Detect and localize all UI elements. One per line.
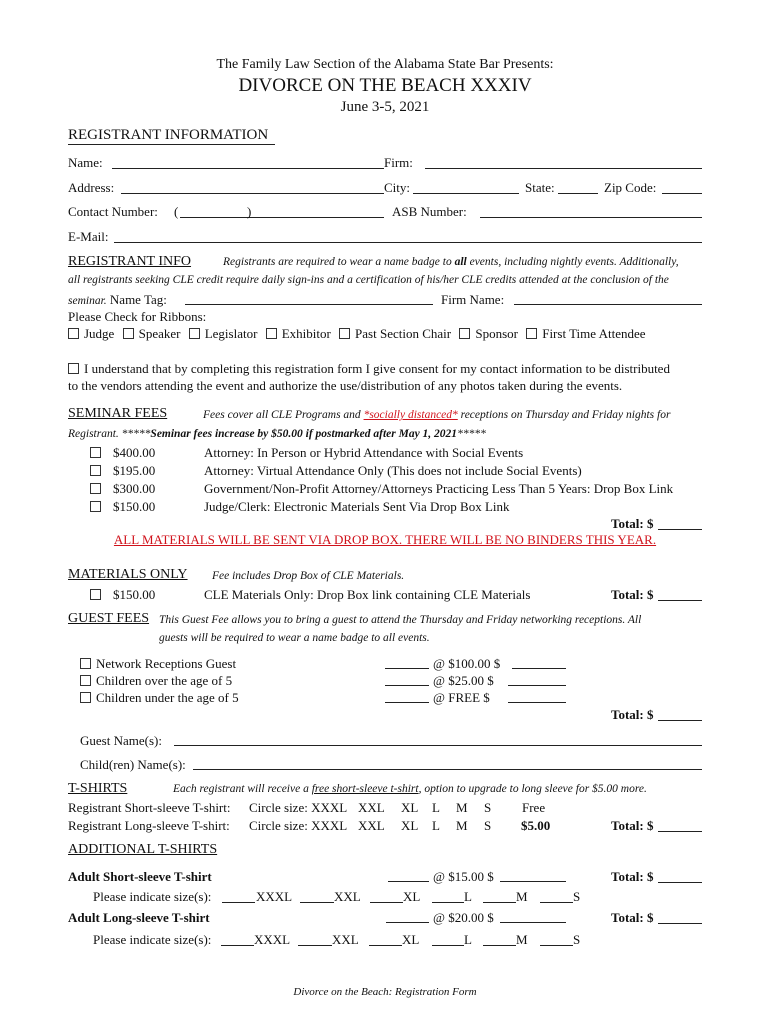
size-field[interactable] <box>221 945 254 946</box>
checkbox[interactable] <box>339 328 350 339</box>
size-label: L <box>464 889 472 904</box>
name-label: Name: <box>68 155 103 170</box>
email-label: E-Mail: <box>68 229 109 244</box>
badge-note-line1: Registrants are required to wear a name badge to all events, including nightly events. Additionally, <box>223 256 679 268</box>
short-indicate-label: Please indicate size(s): <box>93 889 212 904</box>
size-field[interactable] <box>483 902 516 903</box>
guest-rate: @ $100.00 $ <box>433 656 501 671</box>
adult-short-total-field[interactable] <box>658 882 702 883</box>
size-field[interactable] <box>300 902 334 903</box>
guest-item[interactable]: Children over the age of 5 <box>80 673 232 689</box>
seminar-note-line1: Fees cover all CLE Programs and *socially distanced* receptions on Thursday and Friday nights for <box>203 409 671 421</box>
tshirt-row-label: Registrant Long-sleeve T-shirt: <box>68 818 230 833</box>
heading-underline <box>68 144 275 145</box>
size-label: XXL <box>332 932 359 947</box>
checkbox[interactable] <box>90 465 101 476</box>
contact-paren-close: ) <box>247 204 252 219</box>
checkbox[interactable] <box>90 589 101 600</box>
guest-item[interactable]: Network Receptions Guest <box>80 656 236 672</box>
ribbon-option[interactable]: Exhibitor <box>266 326 331 341</box>
fee-option[interactable] <box>90 499 106 515</box>
size-label: S <box>573 889 581 904</box>
materials-price: $150.00 <box>113 587 156 602</box>
child-names-field[interactable] <box>193 769 702 770</box>
tshirt-size[interactable]: L <box>432 800 440 815</box>
ribbon-checkboxes <box>68 326 646 342</box>
guest-amount-field[interactable] <box>508 702 566 703</box>
size-field[interactable] <box>222 902 255 903</box>
presenter-line: The Family Law Section of the Alabama State Bar Presents: <box>216 57 554 72</box>
guest-total-field[interactable] <box>658 720 702 721</box>
guest-qty-field[interactable] <box>385 702 429 703</box>
guest-fees-heading: GUEST FEES <box>68 611 150 626</box>
size-label: XXL <box>334 889 361 904</box>
tshirts-heading: T-SHIRTS <box>68 781 128 796</box>
size-label: L <box>464 932 472 947</box>
tshirt-size[interactable]: L <box>432 818 440 833</box>
consent-line2: to the vendors attending the event and authorize the use/distribution of any photos taken during the events. <box>68 378 623 393</box>
checkbox[interactable] <box>80 692 91 703</box>
badge-note-line2: all registrants seeking CLE credit require daily sign-ins and a certification of his/her CLE credits attended at the conclusion of the <box>68 274 669 286</box>
adult-long-qty-field[interactable] <box>386 922 429 923</box>
adult-long-total-field[interactable] <box>658 923 702 924</box>
additional-tshirts-heading: ADDITIONAL T-SHIRTS <box>68 842 218 857</box>
email-field[interactable] <box>114 242 702 243</box>
city-field[interactable] <box>413 193 519 194</box>
checkbox[interactable] <box>266 328 277 339</box>
guest-names-field[interactable] <box>174 745 702 746</box>
materials-only-heading: MATERIALS ONLY <box>68 567 188 582</box>
tshirts-total-label: Total: $ <box>611 818 654 833</box>
materials-option[interactable] <box>90 587 106 603</box>
consent-checkbox[interactable] <box>68 363 79 374</box>
size-field[interactable] <box>540 902 573 903</box>
checkbox[interactable] <box>68 328 79 339</box>
size-label: M <box>516 889 528 904</box>
guest-rate: @ $25.00 $ <box>433 673 494 688</box>
firm-name-field[interactable] <box>514 304 702 305</box>
size-label: XXXL <box>254 932 291 947</box>
guest-amount-field[interactable] <box>512 668 566 669</box>
long-indicate-label: Please indicate size(s): <box>93 932 212 947</box>
seminar-fees-heading: SEMINAR FEES <box>68 406 168 421</box>
fee-price: $400.00 <box>113 445 156 460</box>
tshirt-size[interactable]: XL <box>401 818 419 833</box>
checkbox[interactable] <box>189 328 200 339</box>
name-tag-field[interactable] <box>185 304 433 305</box>
tshirt-size[interactable]: M <box>456 800 468 815</box>
tshirt-size[interactable]: M <box>456 818 468 833</box>
ribbon-option[interactable]: Legislator <box>189 326 258 341</box>
tshirt-circle-size: Circle size: XXXL <box>249 800 348 815</box>
adult-short-qty-field[interactable] <box>388 881 429 882</box>
guest-qty-field[interactable] <box>385 685 429 686</box>
ribbons-label: Please Check for Ribbons: <box>68 309 207 324</box>
tshirt-size[interactable]: XL <box>401 800 419 815</box>
firm-label: Firm: <box>384 155 413 170</box>
ribbon-option[interactable]: Past Section Chair <box>339 326 451 341</box>
registrant-info-heading: REGISTRANT INFO <box>68 254 192 269</box>
tshirts-note: Each registrant will receive a free short-sleeve t-shirt, option to upgrade to long sleeve for $5.00 more. <box>173 783 647 795</box>
fee-option[interactable] <box>90 481 106 497</box>
guest-names-label: Guest Name(s): <box>80 733 162 748</box>
tshirt-price: Free <box>522 800 546 815</box>
fee-price: $300.00 <box>113 481 156 496</box>
contact-paren-open: ( <box>174 204 179 219</box>
consent-line1: I understand that by completing this registration form I give consent for my contact information to be distributed <box>68 361 670 377</box>
size-field[interactable] <box>483 945 516 946</box>
child-names-label: Child(ren) Name(s): <box>80 757 186 772</box>
size-field[interactable] <box>432 945 464 946</box>
guest-qty-field[interactable] <box>385 668 429 669</box>
adult-long-label: Adult Long-sleeve T-shirt <box>68 910 210 925</box>
fee-desc: Government/Non-Profit Attorney/Attorneys Practicing Less Than 5 Years: Drop Box Link <box>204 481 674 496</box>
size-field[interactable] <box>298 945 332 946</box>
size-field[interactable] <box>432 902 464 903</box>
asb-number-field[interactable] <box>480 217 702 218</box>
fee-price: $195.00 <box>113 463 156 478</box>
checkbox[interactable] <box>80 675 91 686</box>
checkbox[interactable] <box>526 328 537 339</box>
zip-field[interactable] <box>662 193 702 194</box>
adult-short-total-label: Total: $ <box>611 869 654 884</box>
guest-note-line2: guests will be required to wear a name badge to all events. <box>159 632 430 644</box>
ribbon-option[interactable]: Sponsor <box>459 326 518 341</box>
tshirt-size[interactable]: XXL <box>358 818 385 833</box>
adult-long-total-label: Total: $ <box>611 910 654 925</box>
state-label: State: <box>525 180 555 195</box>
contact-number-label: Contact Number: <box>68 204 158 219</box>
adult-long-rate: @ $20.00 $ <box>433 910 494 925</box>
adult-short-rate: @ $15.00 $ <box>433 869 494 884</box>
firm-field[interactable] <box>425 168 702 169</box>
materials-total-label: Total: $ <box>611 587 654 602</box>
asb-number-label: ASB Number: <box>392 204 467 219</box>
guest-amount-field[interactable] <box>508 685 566 686</box>
fee-desc: Attorney: Virtual Attendance Only (This does not include Social Events) <box>204 463 582 478</box>
checkbox[interactable] <box>123 328 134 339</box>
materials-desc: CLE Materials Only: Drop Box link containing CLE Materials <box>204 587 531 602</box>
adult-short-label: Adult Short-sleeve T-shirt <box>68 869 212 884</box>
checkbox[interactable] <box>90 501 101 512</box>
tshirt-size[interactable]: XXL <box>358 800 385 815</box>
ribbon-option[interactable]: Speaker <box>123 326 181 341</box>
seminar-note-line2: Registrant. *****Seminar fees increase by $50.00 if postmarked after May 1, 2021***** <box>68 428 486 440</box>
event-title: DIVORCE ON THE BEACH XXXIV <box>238 75 532 96</box>
drop-box-warning: ALL MATERIALS WILL BE SENT VIA DROP BOX. THERE WILL BE NO BINDERS THIS YEAR. <box>113 532 657 547</box>
fee-price: $150.00 <box>113 499 156 514</box>
name-field[interactable] <box>112 168 384 169</box>
size-label: M <box>516 932 528 947</box>
fee-option[interactable] <box>90 445 106 461</box>
size-field[interactable] <box>540 945 573 946</box>
guest-note-line1: This Guest Fee allows you to bring a guest to attend the Thursday and Friday networking receptions. All <box>159 614 642 626</box>
size-label: XL <box>402 932 420 947</box>
tshirt-price: $5.00 <box>521 818 551 833</box>
fee-option[interactable] <box>90 463 106 479</box>
firm-name-label: Firm Name: <box>441 292 505 307</box>
ribbon-option[interactable]: Judge <box>68 326 114 341</box>
materials-total-field[interactable] <box>658 600 702 601</box>
size-label: XL <box>403 889 421 904</box>
guest-item[interactable]: Children under the age of 5 <box>80 690 239 706</box>
checkbox[interactable] <box>90 447 101 458</box>
checkbox[interactable] <box>90 483 101 494</box>
address-field[interactable] <box>121 193 384 194</box>
seminar-total-label: Total: $ <box>611 516 654 531</box>
size-field[interactable] <box>370 902 403 903</box>
materials-note: Fee includes Drop Box of CLE Materials. <box>212 570 405 582</box>
seminar-total-field[interactable] <box>658 529 702 530</box>
adult-short-amount-field[interactable] <box>500 881 566 882</box>
badge-note-line3: seminar. Name Tag: <box>68 292 167 307</box>
event-dates: June 3-5, 2021 <box>340 99 430 115</box>
page-footer: Divorce on the Beach: Registration Form <box>293 986 477 998</box>
address-label: Address: <box>68 180 115 195</box>
guest-rate: @ FREE $ <box>433 690 490 705</box>
size-label: S <box>573 932 581 947</box>
size-label: XXXL <box>256 889 293 904</box>
tshirt-size[interactable]: S <box>484 800 492 815</box>
tshirt-row-label: Registrant Short-sleeve T-shirt: <box>68 800 231 815</box>
tshirt-size[interactable]: S <box>484 818 492 833</box>
checkbox[interactable] <box>80 658 91 669</box>
city-label: City: <box>384 180 411 195</box>
zip-label: Zip Code: <box>604 180 657 195</box>
contact-number-field[interactable] <box>180 217 384 218</box>
guest-total-label: Total: $ <box>611 707 654 722</box>
fee-desc: Attorney: In Person or Hybrid Attendance with Social Events <box>204 445 524 460</box>
state-field[interactable] <box>558 193 598 194</box>
ribbon-option[interactable]: First Time Attendee <box>526 326 645 341</box>
tshirts-total-field[interactable] <box>658 831 702 832</box>
tshirt-circle-size: Circle size: XXXL <box>249 818 348 833</box>
adult-long-amount-field[interactable] <box>500 922 566 923</box>
size-field[interactable] <box>369 945 402 946</box>
checkbox[interactable] <box>459 328 470 339</box>
fee-desc: Judge/Clerk: Electronic Materials Sent Via Drop Box Link <box>204 499 510 514</box>
registrant-information-heading: REGISTRANT INFORMATION <box>68 127 269 143</box>
